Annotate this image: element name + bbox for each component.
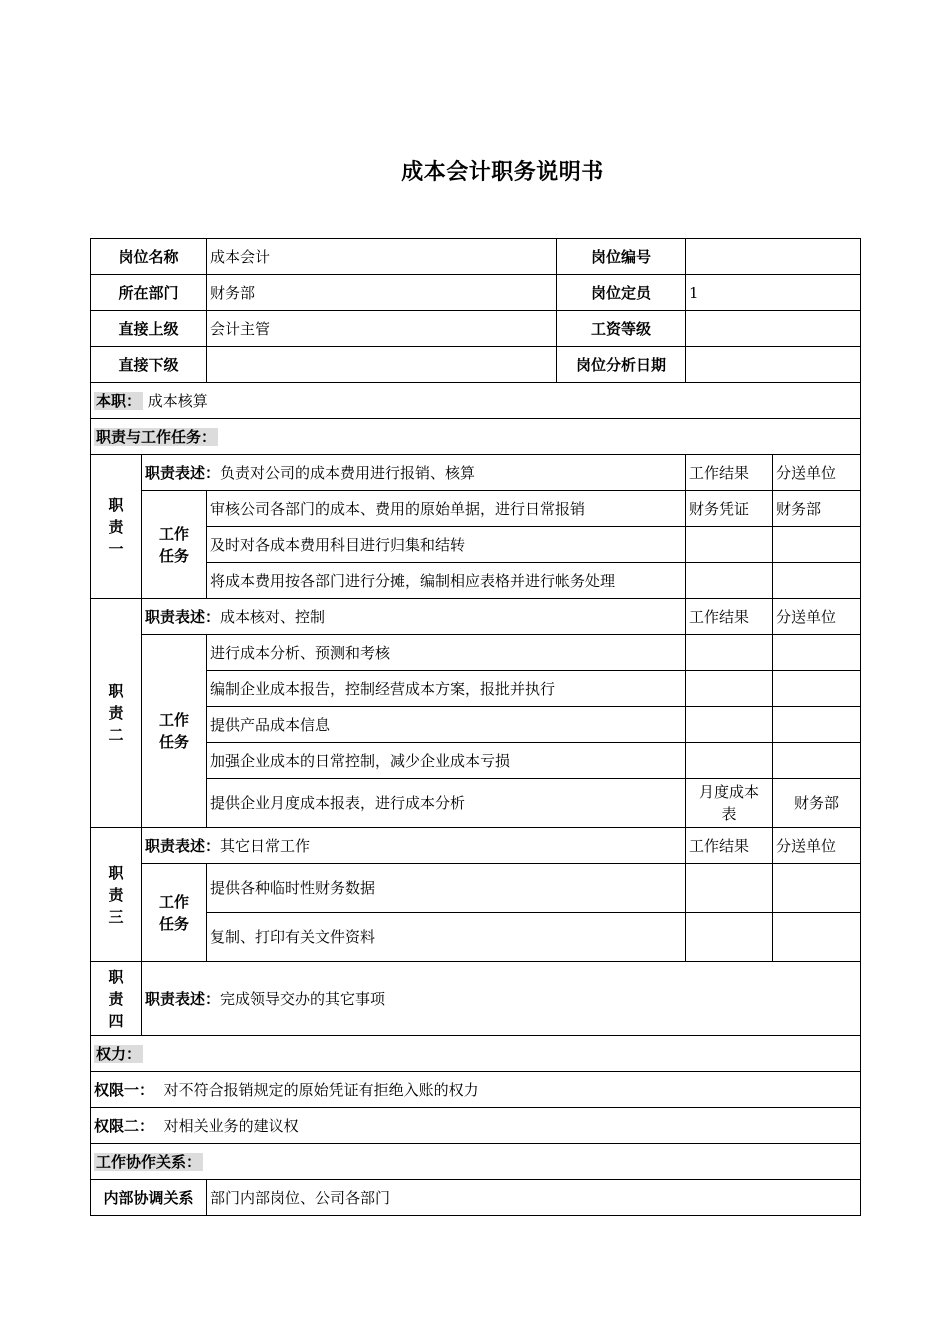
duty-2-task-4 xyxy=(91,743,861,779)
duty-3-task-1 xyxy=(91,864,861,913)
subordinate-label: 直接下级 xyxy=(91,347,207,383)
task-dest xyxy=(773,527,861,563)
task-result: 财务凭证 xyxy=(686,491,773,527)
duty-3-task-2 xyxy=(91,913,861,962)
task-dest: 财务部 xyxy=(773,491,861,527)
duty-2-task-3 xyxy=(91,707,861,743)
duty-3-desc: 职责表述：其它日常工作 xyxy=(142,828,686,864)
task-dest xyxy=(773,743,861,779)
subordinate-value xyxy=(207,347,557,383)
row-core-duty xyxy=(91,383,861,419)
task-result: 月度成本 表 xyxy=(686,779,773,828)
duty-3-task-label: 工作 任务 xyxy=(142,864,207,962)
collaboration-header: 工作协作关系： xyxy=(91,1144,861,1180)
responsibilities-label: 职责与工作任务： xyxy=(96,427,217,446)
dept-value: 财务部 xyxy=(207,275,557,311)
duty-4-desc: 职责表述：完成领导交办的其它事项 xyxy=(142,962,861,1036)
task-dest xyxy=(773,707,861,743)
task-result xyxy=(686,635,773,671)
authority-header: 权力： xyxy=(91,1036,861,1072)
task-result xyxy=(686,527,773,563)
duty-2-result-header: 工作结果 xyxy=(686,599,773,635)
position-no-value xyxy=(686,239,861,275)
authority-header-row xyxy=(91,1036,861,1072)
core-duty-cell xyxy=(91,383,861,419)
duty-3-dest-header: 分送单位 xyxy=(773,828,861,864)
task-text: 复制、打印有关文件资料 xyxy=(207,913,686,962)
task-text: 提供各种临时性财务数据 xyxy=(207,864,686,913)
task-dest xyxy=(773,913,861,962)
task-dest xyxy=(773,671,861,707)
internal-collaboration-row xyxy=(91,1180,861,1216)
task-text: 加强企业成本的日常控制，减少企业成本亏损 xyxy=(207,743,686,779)
authority-item-1 xyxy=(91,1072,861,1108)
task-result xyxy=(686,671,773,707)
duty-1-task-1 xyxy=(91,491,861,527)
row-position-name xyxy=(91,239,861,275)
analysis-date-value xyxy=(686,347,861,383)
dept-label: 所在部门 xyxy=(91,275,207,311)
task-result xyxy=(686,913,773,962)
duty-2-dest-header: 分送单位 xyxy=(773,599,861,635)
position-name-value: 成本会计 xyxy=(207,239,557,275)
row-subordinate xyxy=(91,347,861,383)
duty-2-task-2 xyxy=(91,671,861,707)
analysis-date-label: 岗位分析日期 xyxy=(557,347,686,383)
row-responsibilities-header xyxy=(91,419,861,455)
headcount-value: 1 xyxy=(686,275,861,311)
responsibilities-header xyxy=(91,419,861,455)
row-superior xyxy=(91,311,861,347)
core-duty-value: 成本核算 xyxy=(147,391,208,410)
core-duty-label: 本职： xyxy=(96,391,142,410)
task-text: 编制企业成本报告，控制经营成本方案，报批并执行 xyxy=(207,671,686,707)
task-dest xyxy=(773,563,861,599)
task-text: 进行成本分析、预测和考核 xyxy=(207,635,686,671)
duty-1-name: 职 责 一 xyxy=(91,455,142,599)
collaboration-header-row xyxy=(91,1144,861,1180)
duty-3-name: 职 责 三 xyxy=(91,828,142,962)
position-name-label: 岗位名称 xyxy=(91,239,207,275)
document-title: 成本会计职务说明书 xyxy=(401,160,604,185)
authority-item: 权限一： 对不符合报销规定的原始凭证有拒绝入账的权力 xyxy=(91,1072,861,1108)
duty-1-task-label: 工作 任务 xyxy=(142,491,207,599)
duty-2-name: 职 责 二 xyxy=(91,599,142,828)
superior-label: 直接上级 xyxy=(91,311,207,347)
duty-4-row xyxy=(91,962,861,1036)
headcount-label: 岗位定员 xyxy=(557,275,686,311)
task-text: 提供产品成本信息 xyxy=(207,707,686,743)
duty-4-name: 职 责 四 xyxy=(91,962,142,1036)
authority-item: 权限二： 对相关业务的建议权 xyxy=(91,1108,861,1144)
task-dest xyxy=(773,635,861,671)
superior-value: 会计主管 xyxy=(207,311,557,347)
duty-1-task-2 xyxy=(91,527,861,563)
task-text: 提供企业月度成本报表，进行成本分析 xyxy=(207,779,686,828)
task-text: 审核公司各部门的成本、费用的原始单据，进行日常报销 xyxy=(207,491,686,527)
duty-2-task-1 xyxy=(91,635,861,671)
duty-2-task-label: 工作 任务 xyxy=(142,635,207,828)
duty-1-result-header: 工作结果 xyxy=(686,455,773,491)
duty-3-desc-row xyxy=(91,828,861,864)
task-dest: 财务部 xyxy=(773,779,861,828)
task-result xyxy=(686,707,773,743)
position-no-label: 岗位编号 xyxy=(557,239,686,275)
duty-1-desc: 职责表述：负责对公司的成本费用进行报销、核算 xyxy=(142,455,686,491)
task-dest xyxy=(773,864,861,913)
salary-label: 工资等级 xyxy=(557,311,686,347)
task-result xyxy=(686,864,773,913)
duty-2-task-5 xyxy=(91,779,861,828)
duty-3-result-header: 工作结果 xyxy=(686,828,773,864)
internal-collaboration-label: 内部协调关系 xyxy=(91,1180,207,1216)
duty-2-desc-row xyxy=(91,599,861,635)
task-result xyxy=(686,743,773,779)
duty-1-task-3 xyxy=(91,563,861,599)
job-description-table xyxy=(90,238,861,1216)
authority-item-2 xyxy=(91,1108,861,1144)
task-text: 将成本费用按各部门进行分摊，编制相应表格并进行帐务处理 xyxy=(207,563,686,599)
duty-1-desc-row xyxy=(91,455,861,491)
duty-2-desc: 职责表述：成本核对、控制 xyxy=(142,599,686,635)
task-text: 及时对各成本费用科目进行归集和结转 xyxy=(207,527,686,563)
salary-value xyxy=(686,311,861,347)
task-result xyxy=(686,563,773,599)
row-dept xyxy=(91,275,861,311)
duty-1-dest-header: 分送单位 xyxy=(773,455,861,491)
internal-collaboration-value: 部门内部岗位、公司各部门 xyxy=(207,1180,861,1216)
